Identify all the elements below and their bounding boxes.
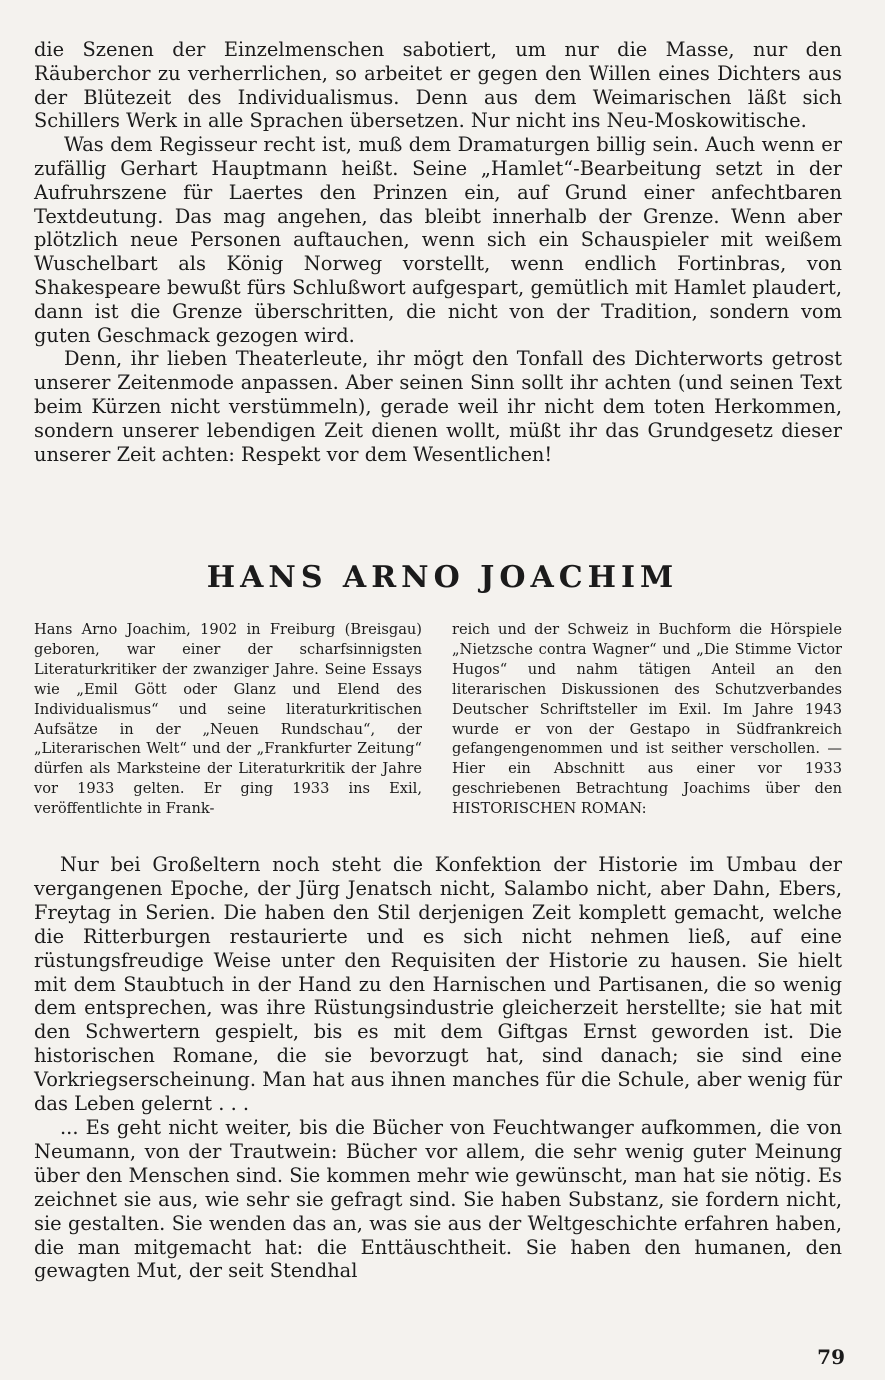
paragraph: Nur bei Großeltern noch steht die Konfektion der Historie im Umbau der vergangenen Epoche, der Jürg Jenatsch nicht, Salambo nicht, aber Dahn, Ebers, Freytag in Serien. Die haben den Stil derjenigen Zeit komplett gemacht, welche die Ritterburgen restaurierte und es sich nicht nehmen ließ, auf eine rüstungsfreudige Weise unter den Requisiten der Historie zu hausen. Sie hielt mit dem Staubtuch in der Hand zu den Harnischen und Partisanen, die so wenig dem entsprechen, was ihre Rüstungsindustrie gleicherzeit herstellte; sie hat mit den Schwertern gespielt, bis es mit dem Giftgas Ernst geworden ist. Die historischen Romane, die sie bevorzugt hat, sind danach; sie sind eine Vorkriegserscheinung. Man hat aus ihnen manches für die Schule, aber wenig für das Leben gelernt . . . [34,853,842,1116]
bio-text-right: reich und der Schweiz in Buchform die Hörspiele „Nietzsche contra Wagner“ und „Die Stimme Victor Hugos“ und nahm tätigen Anteil an den literarischen Diskussionen des Schutzverbandes Deutscher Schriftsteller im Exil. Im Jahre 1943 wurde er von der Gestapo in Südfrankreich gefangengenommen und ist seither verschollen. — Hier ein Abschnitt aus einer vor 1933 geschriebenen Betrachtung Joachims über den HISTORISCHEN ROMAN: [452,621,842,818]
bio-text-left: Hans Arno Joachim, 1902 in Freiburg (Breisgau) geboren, war einer der scharfsinnigsten Literaturkritiker der zwanziger Jahre. Seine Essays wie „Emil Gött oder Glanz und Elend des Individualismus“ und seine literaturkritischen Aufsätze in der „Neuen Rundschau“, der „Literarischen Welt“ und der „Frankfurter Zeitung“ dürfen als Marksteine der Literaturkritik der Jahre vor 1933 gelten. Er ging 1933 ins Exil, veröffentlichte in Frank- [34,621,422,818]
top-text-block [34,38,842,466]
section-heading: HANS ARNO JOACHIM [206,560,679,595]
bio-column-right [452,620,842,819]
paragraph: die Szenen der Einzelmenschen sabotiert, um nur die Masse, nur den Räuberchor zu verherrlichen, so arbeitet er gegen den Willen eines Dichters aus der Blütezeit des Individualismus. Denn aus dem Weimarischen läßt sich Schillers Werk in alle Sprachen übersetzen. Nur nicht ins Neu-Moskowitische. [34,38,842,133]
bio-column-left [34,620,422,819]
paragraph: Was dem Regisseur recht ist, muß dem Dramaturgen billig sein. Auch wenn er zufällig Gerhart Hauptmann heißt. Seine „Hamlet“-Bearbeitung setzt in der Aufruhrszene für Laertes den Prinzen ein, auf Grund einer anfechtbaren Textdeutung. Das mag angehen, das bleibt innerhalb der Grenze. Wenn aber plötzlich neue Personen auftauchen, wenn sich ein Schauspieler mit weißem Wuschelbart als König Norweg vorstellt, wenn endlich Fortinbras, von Shakespeare bewußt fürs Schlußwort aufgespart, gemütlich mit Hamlet plaudert, dann ist die Grenze überschritten, die nicht von der Tradition, sondern vom guten Geschmack gezogen wird. [34,133,842,347]
paragraph: Denn, ihr lieben Theaterleute, ihr mögt den Tonfall des Dichterworts getrost unserer Zeitenmode anpassen. Aber seinen Sinn sollt ihr achten (und seinen Text beim Kürzen nicht verstümmeln), gerade weil ihr nicht dem toten Herkommen, sondern unserer lebendigen Zeit dienen wollt, müßt ihr das Grundgesetz dieser unserer Zeit achten: Respekt vor dem Wesentlichen! [34,347,842,466]
paragraph: ... Es geht nicht weiter, bis die Bücher von Feuchtwanger aufkommen, die von Neumann, von der Trautwein: Bücher vor allem, die sehr wenig guter Meinung über den Menschen sind. Sie kommen mehr wie gewünscht, man hat sie nötig. Es zeichnet sie aus, wie sehr sie gefragt sind. Sie haben Substanz, sie fordern nicht, sie gestalten. Sie wenden das an, was sie aus der Weltgeschichte erfahren haben, die man mitgemacht hat: die Enttäuschtheit. Sie haben den humanen, den gewagten Mut, der seit Stendhal [34,1115,842,1283]
bottom-text-block [34,853,842,1283]
page-number: 79 [817,1345,845,1369]
